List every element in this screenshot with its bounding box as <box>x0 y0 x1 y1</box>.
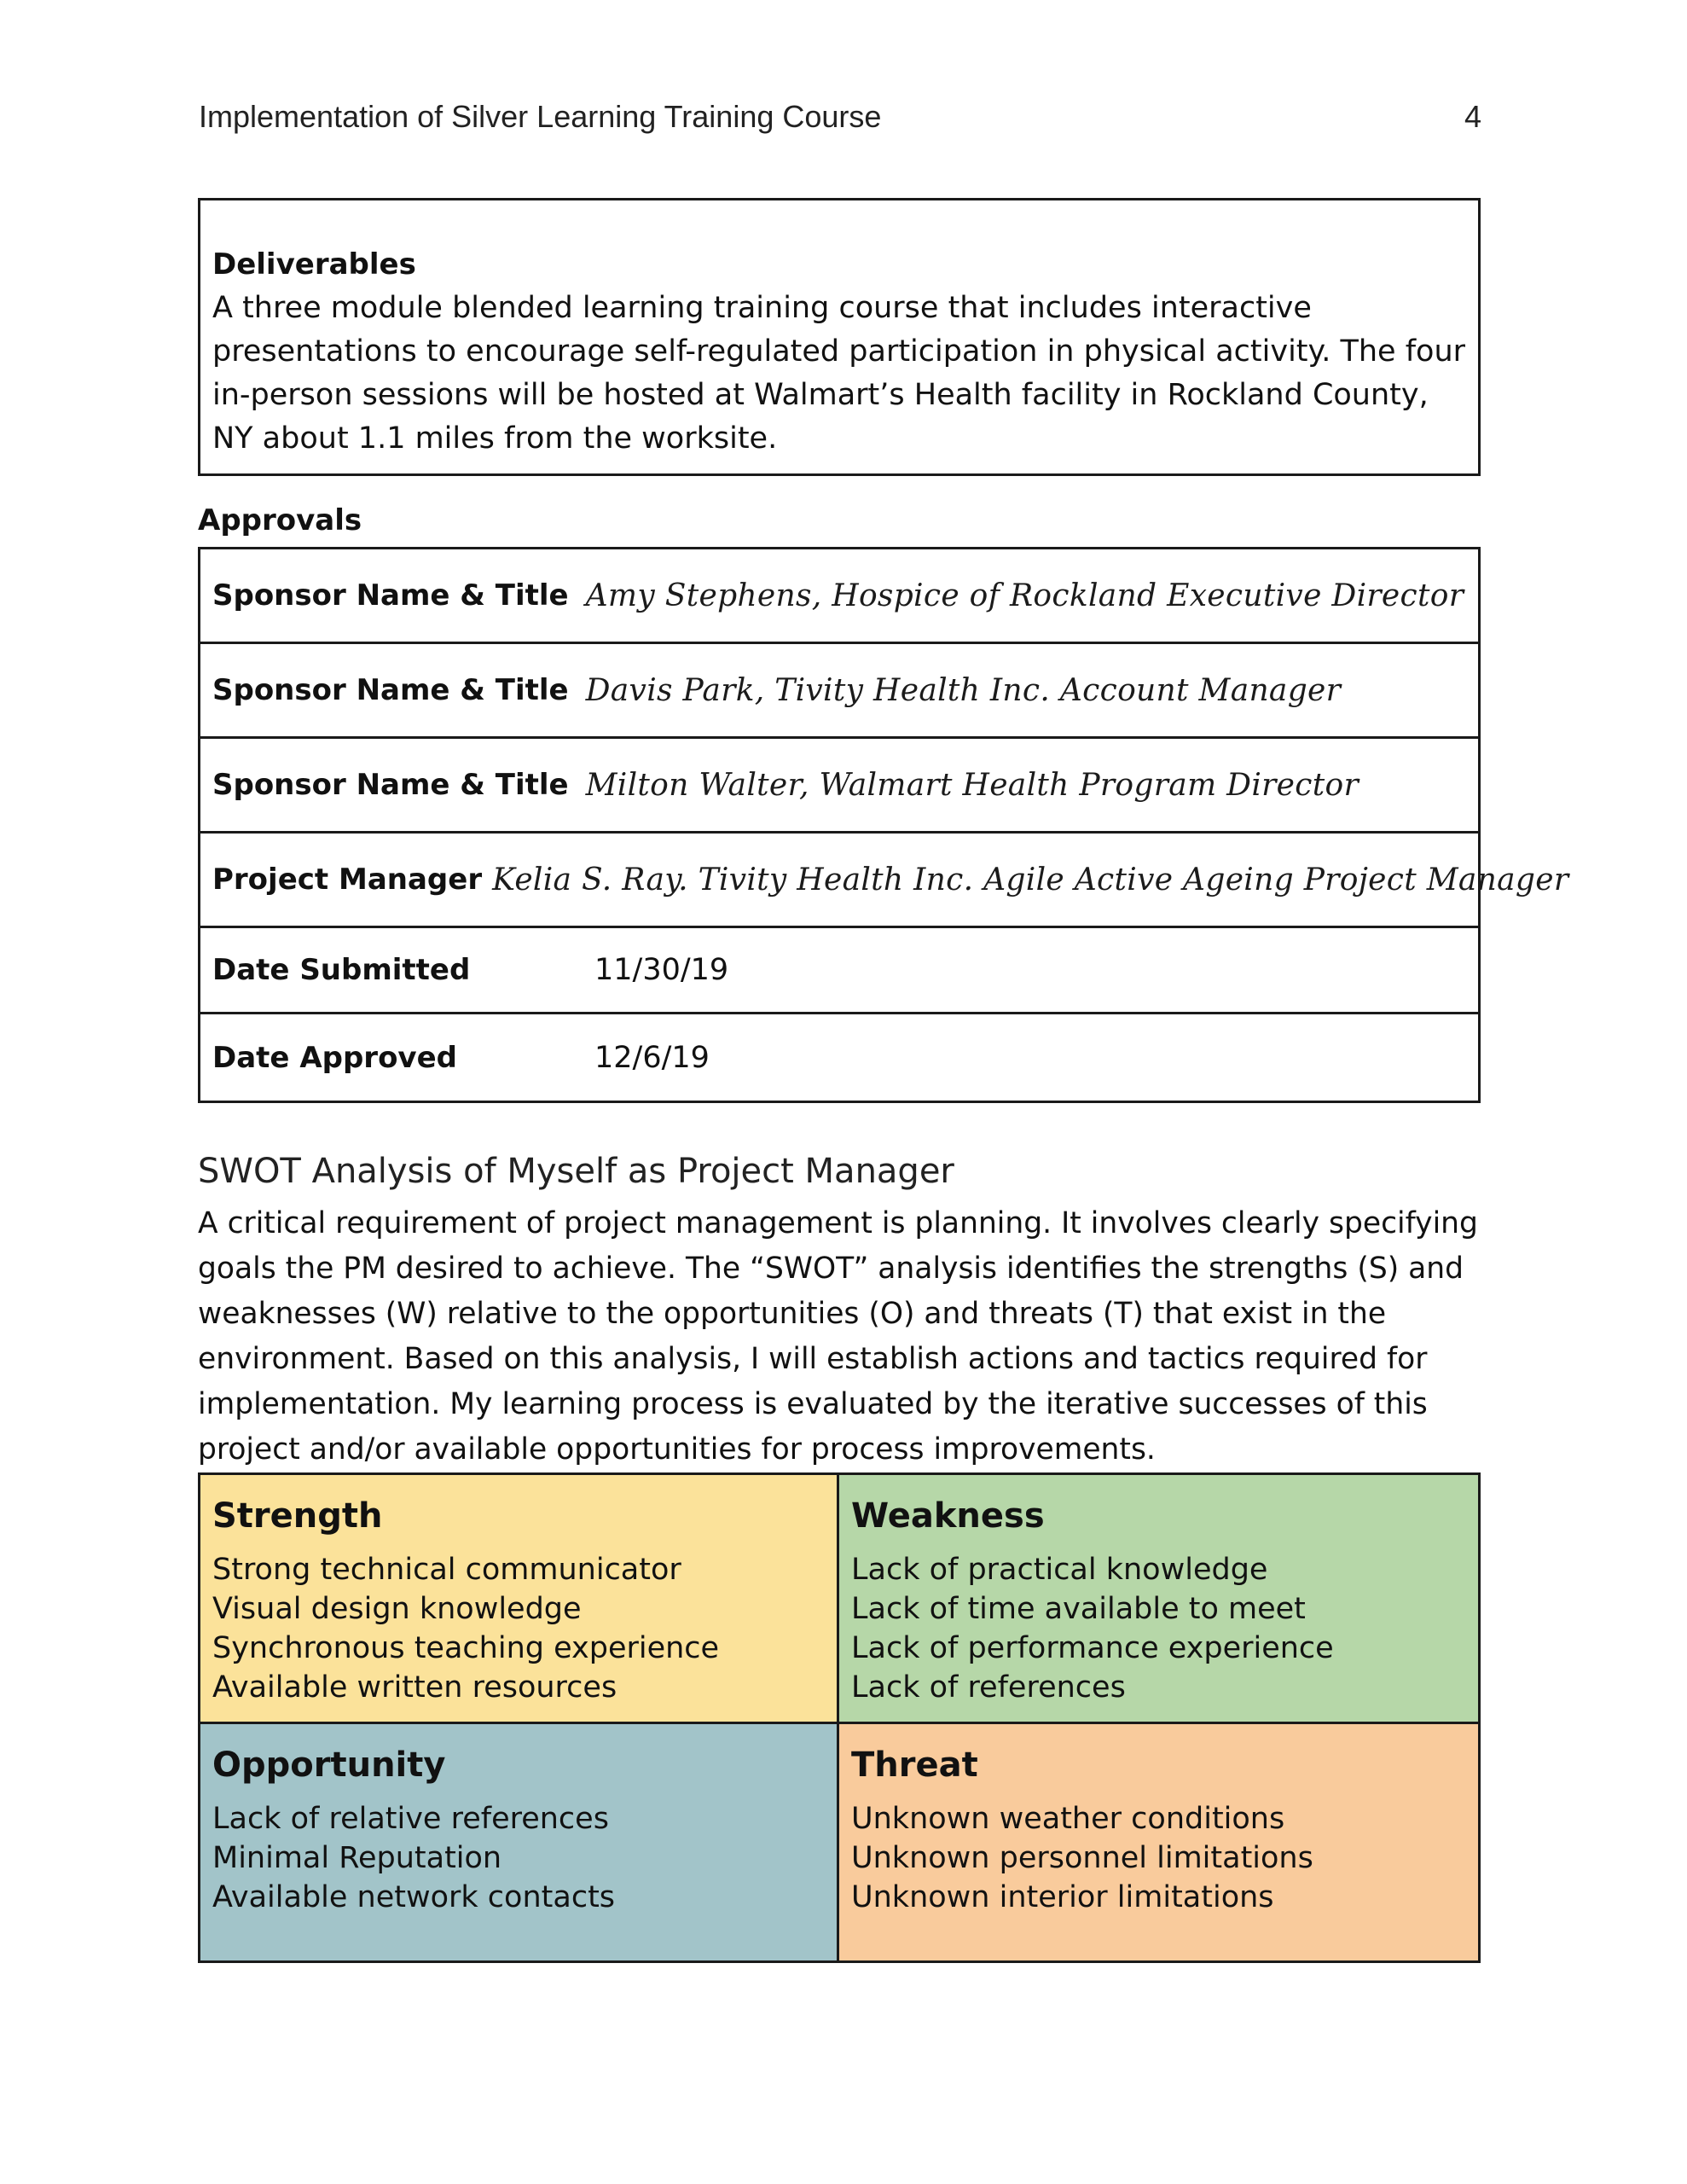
swot-heading: SWOT Analysis of Myself as Project Manager <box>198 1152 954 1191</box>
swot-matrix <box>198 1472 1481 1963</box>
list-item: Unknown weather conditions <box>851 1802 1285 1836</box>
approval-row-sponsor-3 <box>200 739 1478 834</box>
deliverables-heading: Deliverables <box>212 247 416 282</box>
approval-label: Sponsor Name & Title <box>212 578 569 613</box>
deliverables-text: A three module blended learning training course that includes interactive presentations to encourage self-regulated participation in physical activity. The four in-person sessions will be hosted at Walmart’s Health facility in Rockland County, NY about 1.1 miles from the worksite. <box>212 291 1466 456</box>
approval-row-sponsor-2 <box>200 644 1478 739</box>
running-title: Implementation of Silver Learning Training Course <box>199 99 882 134</box>
swot-opportunity-title: Opportunity <box>212 1745 446 1785</box>
swot-strength-title: Strength <box>212 1496 383 1536</box>
list-item: Lack of time available to meet <box>851 1592 1306 1626</box>
swot-threat-cell <box>839 1724 1478 1960</box>
approval-label: Sponsor Name & Title <box>212 768 569 802</box>
approval-label: Sponsor Name & Title <box>212 673 569 707</box>
swot-weakness-title: Weakness <box>851 1496 1045 1536</box>
list-item: Unknown personnel limitations <box>851 1841 1313 1875</box>
approvals-table <box>198 547 1569 1103</box>
running-header <box>199 96 1488 138</box>
swot-threat-title: Threat <box>851 1745 978 1785</box>
approval-label: Date Approved <box>212 1040 457 1075</box>
approval-label: Project Manager <box>212 863 483 897</box>
list-item: Lack of practical knowledge <box>851 1553 1268 1587</box>
list-item: Visual design knowledge <box>212 1592 582 1626</box>
date-submitted-value: 11/30/19 <box>594 953 729 987</box>
list-item: Unknown interior limitations <box>851 1880 1274 1914</box>
page-number: 4 <box>1464 99 1481 134</box>
list-item: Strong technical communicator <box>212 1553 681 1587</box>
approval-signature: Milton Walter, Walmart Health Program Director <box>585 767 1359 803</box>
approval-label: Date Submitted <box>212 953 471 987</box>
approval-row-date-submitted <box>200 928 1478 1014</box>
list-item: Minimal Reputation <box>212 1841 502 1875</box>
list-item: Lack of performance experience <box>851 1631 1334 1665</box>
list-item: Lack of references <box>851 1670 1126 1705</box>
approvals-heading: Approvals <box>198 503 362 537</box>
swot-strength-cell <box>200 1475 839 1724</box>
approval-row-sponsor-1 <box>200 549 1478 644</box>
swot-intro-paragraph: A critical requirement of project management is planning. It involves clearly specifying goals the PM desired to achieve. The “SWOT” analysis identifies the strengths (S) and weaknesses (W) relative to the opportunities (O) and threats (T) that exist in the environment. Based on this analysis, I will establish actions and tactics required for implementation. My learning process is evaluated by the iterative successes of this project and/or available opportunities for process improvements. <box>198 1206 1478 1467</box>
list-item: Available written resources <box>212 1670 617 1705</box>
approval-signature: Kelia S. Ray. Tivity Health Inc. Agile Active Ageing Project Manager <box>492 862 1569 897</box>
approval-signature: Amy Stephens, Hospice of Rockland Executive Director <box>585 578 1464 613</box>
date-approved-value: 12/6/19 <box>594 1040 710 1075</box>
swot-weakness-cell <box>839 1475 1478 1724</box>
list-item: Synchronous teaching experience <box>212 1631 720 1665</box>
list-item: Lack of relative references <box>212 1802 609 1836</box>
deliverables-box <box>198 198 1481 476</box>
approval-row-date-approved <box>200 1014 1478 1101</box>
approval-signature: Davis Park, Tivity Health Inc. Account Manager <box>585 672 1342 708</box>
swot-opportunity-cell <box>200 1724 839 1960</box>
list-item: Available network contacts <box>212 1880 616 1914</box>
approval-row-project-manager <box>200 834 1569 928</box>
